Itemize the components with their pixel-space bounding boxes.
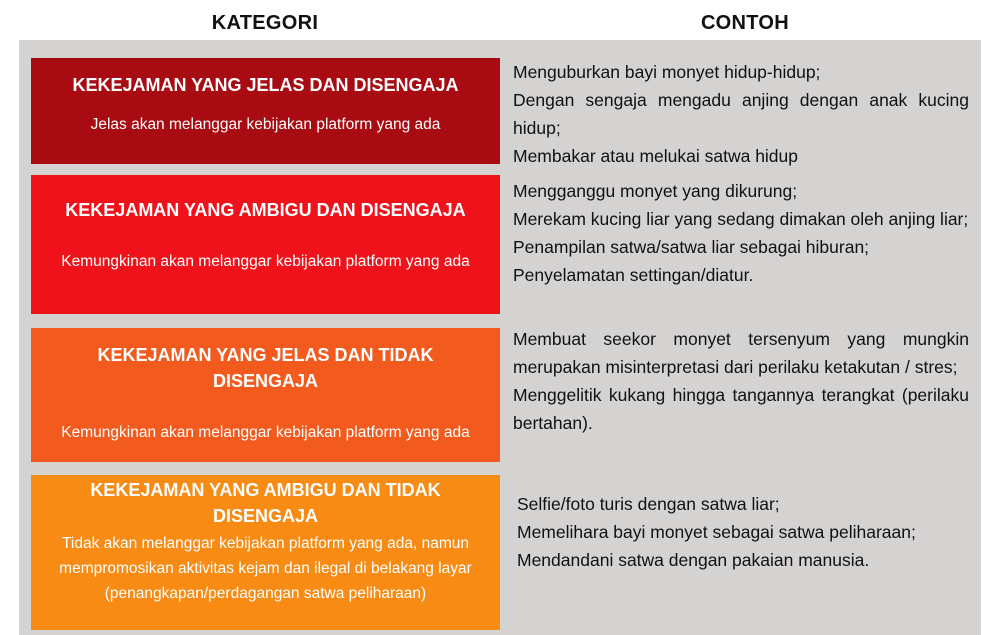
example-item: Mengganggu monyet yang dikurung; xyxy=(513,181,798,201)
category-title: KEKEJAMAN YANG AMBIGU DAN TIDAK DISENGAJA xyxy=(90,480,441,526)
example-item: Selfie/foto turis dengan satwa liar; xyxy=(517,494,780,514)
category-desc: Tidak akan melanggar kebijakan platform yang ada, namun mempromosikan aktivitas kejam dan ilegal di belakang layar (penangkapan/perdagangan satwa peliharaan) xyxy=(59,535,472,602)
category-desc: Kemungkinan akan melanggar kebijakan platform yang ada xyxy=(61,253,470,270)
example-item: Membuat seekor monyet tersenyum yang mungkin merupakan misinterpretasi dari perilaku ketakutan / stres; xyxy=(513,329,969,377)
example-item: Mendandani satwa dengan pakaian manusia. xyxy=(517,550,870,570)
category-cell-4 xyxy=(31,475,500,630)
category-desc: Jelas akan melanggar kebijakan platform yang ada xyxy=(90,116,441,133)
examples-cell-4 xyxy=(517,490,963,574)
example-item: Dengan sengaja mengadu anjing dengan anak kucing hidup; xyxy=(513,90,969,138)
category-cell-1 xyxy=(31,58,500,164)
example-item: Penampilan satwa/satwa liar sebagai hiburan; xyxy=(513,237,870,257)
category-desc: Kemungkinan akan melanggar kebijakan platform yang ada xyxy=(61,424,470,441)
kategori-header: KATEGORI xyxy=(211,12,319,34)
contoh-header: CONTOH xyxy=(700,12,790,34)
examples-cell-1 xyxy=(513,58,969,170)
category-cell-2 xyxy=(31,175,500,314)
category-title: KEKEJAMAN YANG AMBIGU DAN DISENGAJA xyxy=(65,200,466,220)
example-item: Memelihara bayi monyet sebagai satwa peliharaan; xyxy=(517,522,916,542)
example-item: Merekam kucing liar yang sedang dimakan oleh anjing liar; xyxy=(513,209,969,229)
example-item: Menguburkan bayi monyet hidup-hidup; xyxy=(513,62,821,82)
examples-cell-3 xyxy=(513,325,969,437)
example-item: Menggelitik kukang hingga tangannya terangkat (perilaku bertahan). xyxy=(513,385,969,433)
category-title: KEKEJAMAN YANG JELAS DAN DISENGAJA xyxy=(72,75,459,95)
example-item: Penyelamatan settingan/diatur. xyxy=(513,265,754,285)
examples-cell-2 xyxy=(513,177,969,289)
example-item: Membakar atau melukai satwa hidup xyxy=(513,146,799,166)
category-title: KEKEJAMAN YANG JELAS DAN TIDAK DISENGAJA xyxy=(97,345,434,391)
category-cell-3 xyxy=(31,328,500,462)
